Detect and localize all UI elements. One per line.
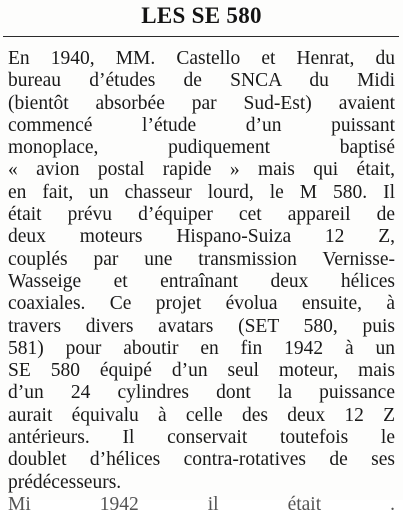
body-line: SE 580 équipé d’un seul moteur, mais: [8, 360, 395, 382]
article-title: LES SE 580: [141, 3, 262, 28]
body-line: deux moteurs Hispano-Suiza 12 Z,: [8, 226, 395, 248]
body-line: aurait équivalu à celle des deux 12 Z: [8, 404, 395, 426]
body-line: travers divers avatars (SET 580, puis: [8, 315, 395, 337]
body-line: d’un 24 cylindres dont la puissance: [8, 382, 395, 404]
body-line: 581) pour aboutir en fin 1942 à un: [8, 337, 395, 359]
body-line: couplés par une transmission Vernisse-: [8, 248, 395, 270]
body-line: monoplace, pudiquement baptisé: [8, 137, 395, 159]
title-rule: [3, 36, 399, 37]
body-line: était prévu d’équiper cet appareil de: [8, 204, 395, 226]
body-line: commencé l’étude d’un puissant: [8, 114, 395, 136]
body-line: (bientôt absorbée par Sud-Est) avaient: [8, 92, 395, 114]
body-line: en fait, un chasseur lourd, le M 580. Il: [8, 181, 395, 203]
body-line: En 1940, MM. Castello et Henrat, du: [8, 48, 395, 69]
body-line: antérieurs. Il conservait toutefois le: [8, 427, 395, 449]
body-line: « avion postal rapide » mais qui était,: [8, 159, 395, 181]
body-line: prédécesseurs.: [8, 471, 122, 493]
body-line: bureau d’études de SNCA du Midi: [8, 70, 395, 92]
body-line: Wasseige et entraînant deux hélices: [8, 270, 395, 292]
body-line: doublet d’hélices contra-rotatives de ses: [8, 449, 395, 471]
article-body: [8, 48, 395, 515]
body-line-cut: Mi 1942 il était .: [8, 493, 395, 515]
body-line: coaxiales. Ce projet évolua ensuite, à: [8, 293, 395, 315]
